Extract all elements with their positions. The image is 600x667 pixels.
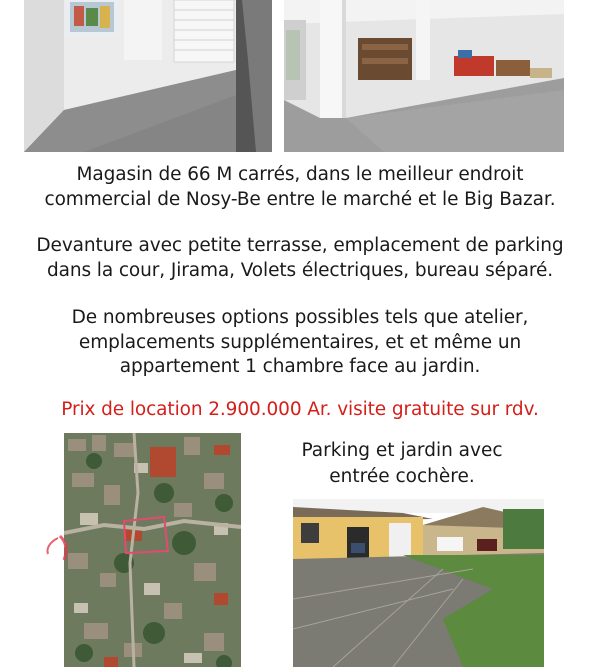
description-paragraph-3 [0, 306, 600, 380]
caption-line: Parking et jardin avec [301, 440, 503, 461]
text-line: appartement 1 chambre face au jardin. [119, 356, 481, 377]
text-line: Magasin de 66 M carrés, dans le meilleur endroit [76, 164, 524, 185]
courtyard-parking-photo [293, 499, 544, 667]
shop-interior-photo-1 [24, 0, 272, 152]
text-line: De nombreuses options possibles tels que atelier, [71, 307, 529, 328]
text-line: commercial de Nosy-Be entre le marché et le Big Bazar. [44, 188, 556, 210]
description-paragraph-2 [0, 234, 600, 283]
aerial-map-photo [64, 433, 241, 667]
description-paragraph-1 [0, 163, 600, 212]
caption-line: entrée cochère. [329, 466, 475, 487]
parking-caption [272, 438, 532, 490]
text-line: emplacements supplémentaires, et et même un [78, 331, 522, 353]
watermark-text-bottom: Tom [22, 581, 58, 601]
watermark-text-top: TS [20, 535, 68, 575]
text-line: dans la cour, Jirama, Volets électriques, bureau séparé. [46, 259, 554, 281]
text-line: Devanture avec petite terrasse, emplacement de parking [36, 235, 564, 256]
price-line: Prix de location 2.900.000 Ar. visite gratuite sur rdv. [61, 399, 539, 420]
shop-interior-photo-2 [284, 0, 564, 152]
